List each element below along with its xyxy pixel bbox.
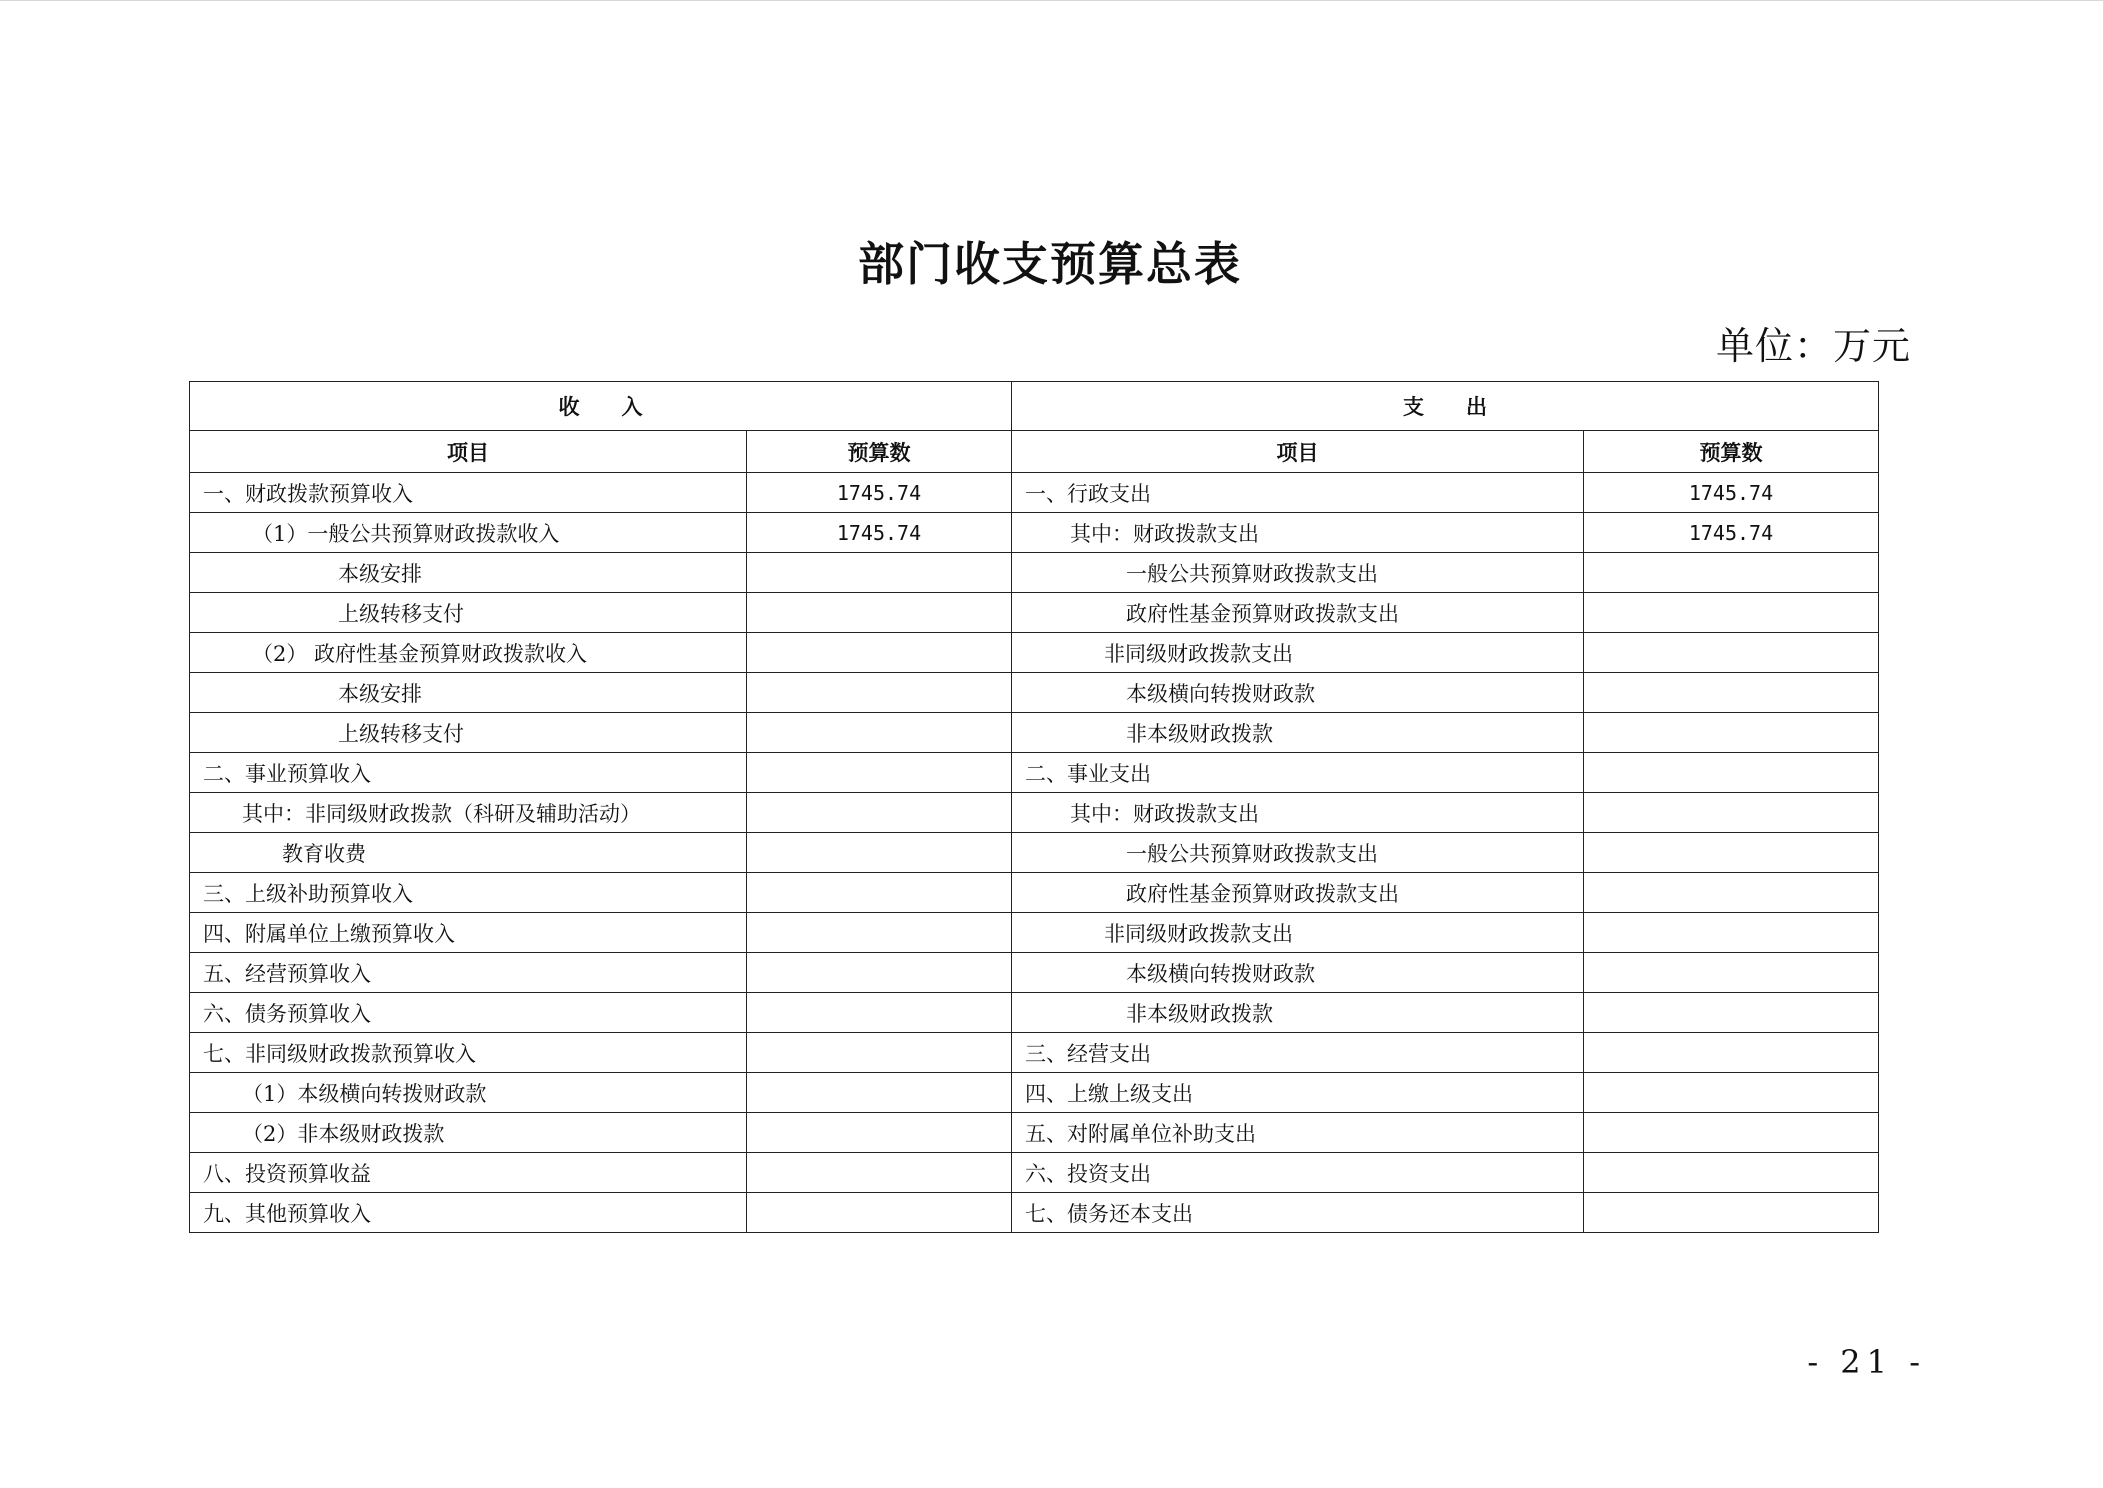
income-item-header: 项目 [190, 431, 747, 473]
expense-item: 非同级财政拨款支出 [1012, 913, 1584, 953]
expense-item: 非同级财政拨款支出 [1012, 633, 1584, 673]
expense-value [1584, 793, 1879, 833]
expense-item: 一、行政支出 [1012, 473, 1584, 513]
expense-item: 三、经营支出 [1012, 1033, 1584, 1073]
income-value: 1745.74 [747, 513, 1012, 553]
income-item: 七、非同级财政拨款预算收入 [190, 1033, 747, 1073]
page-number: - 21 - [1807, 1343, 1926, 1381]
expense-value [1584, 713, 1879, 753]
expense-item: 政府性基金预算财政拨款支出 [1012, 873, 1584, 913]
income-item: 上级转移支付 [190, 593, 747, 633]
expense-item: 本级横向转拨财政款 [1012, 953, 1584, 993]
table-row [190, 713, 1879, 753]
income-item: 本级安排 [190, 673, 747, 713]
section-header-row [190, 382, 1879, 431]
unit-label: 单位：万元 [1715, 324, 1911, 368]
expense-value [1584, 1073, 1879, 1113]
income-value [747, 713, 1012, 753]
income-item: （1）一般公共预算财政拨款收入 [190, 513, 747, 553]
table-row [190, 953, 1879, 993]
expense-item: 七、债务还本支出 [1012, 1193, 1584, 1233]
table-row [190, 833, 1879, 873]
income-item: （2） 政府性基金预算财政拨款收入 [190, 633, 747, 673]
table-row [190, 593, 1879, 633]
table-row [190, 913, 1879, 953]
expense-item: 一般公共预算财政拨款支出 [1012, 833, 1584, 873]
expense-value [1584, 993, 1879, 1033]
income-value [747, 1153, 1012, 1193]
income-item: 四、附属单位上缴预算收入 [190, 913, 747, 953]
table-row [190, 753, 1879, 793]
table-row [190, 1153, 1879, 1193]
income-value [747, 793, 1012, 833]
table-row [190, 1193, 1879, 1233]
table-row [190, 473, 1879, 513]
expense-value: 1745.74 [1584, 513, 1879, 553]
table-row [190, 673, 1879, 713]
income-value [747, 593, 1012, 633]
table-row [190, 1113, 1879, 1153]
income-budget-header: 预算数 [747, 431, 1012, 473]
expense-value: 1745.74 [1584, 473, 1879, 513]
column-header-row [190, 431, 1879, 473]
expense-item: 一般公共预算财政拨款支出 [1012, 553, 1584, 593]
expense-budget-header: 预算数 [1584, 431, 1879, 473]
income-value [747, 1073, 1012, 1113]
income-item: （2）非本级财政拨款 [190, 1113, 747, 1153]
table-row [190, 993, 1879, 1033]
income-value [747, 993, 1012, 1033]
expense-value [1584, 553, 1879, 593]
expense-value [1584, 1113, 1879, 1153]
table-row [190, 633, 1879, 673]
expense-item: 五、对附属单位补助支出 [1012, 1113, 1584, 1153]
expense-value [1584, 753, 1879, 793]
income-value [747, 1193, 1012, 1233]
table-row [190, 873, 1879, 913]
income-item: 二、事业预算收入 [190, 753, 747, 793]
income-value [747, 553, 1012, 593]
income-value [747, 833, 1012, 873]
expense-value [1584, 953, 1879, 993]
page-title: 部门收支预算总表 [858, 237, 1242, 291]
income-value [747, 633, 1012, 673]
expense-item-header: 项目 [1012, 431, 1584, 473]
table-row [190, 1073, 1879, 1113]
expense-item: 其中：财政拨款支出 [1012, 513, 1584, 553]
expense-item: 其中：财政拨款支出 [1012, 793, 1584, 833]
expense-value [1584, 833, 1879, 873]
income-item: （1）本级横向转拨财政款 [190, 1073, 747, 1113]
expense-item: 四、上缴上级支出 [1012, 1073, 1584, 1113]
expense-value [1584, 1193, 1879, 1233]
income-value [747, 1033, 1012, 1073]
income-value [747, 953, 1012, 993]
income-value [747, 753, 1012, 793]
income-item: 八、投资预算收益 [190, 1153, 747, 1193]
expense-item: 政府性基金预算财政拨款支出 [1012, 593, 1584, 633]
expense-item: 非本级财政拨款 [1012, 993, 1584, 1033]
income-item: 五、经营预算收入 [190, 953, 747, 993]
expense-item: 本级横向转拨财政款 [1012, 673, 1584, 713]
expense-value [1584, 673, 1879, 713]
expense-section-header: 支 出 [1012, 382, 1879, 431]
income-value [747, 673, 1012, 713]
income-item: 本级安排 [190, 553, 747, 593]
expense-value [1584, 1153, 1879, 1193]
income-section-header: 收 入 [190, 382, 1012, 431]
income-item: 上级转移支付 [190, 713, 747, 753]
expense-value [1584, 1033, 1879, 1073]
table-row [190, 513, 1879, 553]
budget-summary-table [189, 381, 1879, 1233]
expense-item: 二、事业支出 [1012, 753, 1584, 793]
expense-value [1584, 913, 1879, 953]
income-item: 教育收费 [190, 833, 747, 873]
income-item: 六、债务预算收入 [190, 993, 747, 1033]
income-value [747, 873, 1012, 913]
income-item: 九、其他预算收入 [190, 1193, 747, 1233]
expense-item: 非本级财政拨款 [1012, 713, 1584, 753]
income-value [747, 1113, 1012, 1153]
expense-value [1584, 593, 1879, 633]
table-row [190, 793, 1879, 833]
income-value: 1745.74 [747, 473, 1012, 513]
expense-value [1584, 873, 1879, 913]
income-item: 其中：非同级财政拨款（科研及辅助活动） [190, 793, 747, 833]
income-item: 一、财政拨款预算收入 [190, 473, 747, 513]
income-value [747, 913, 1012, 953]
expense-value [1584, 633, 1879, 673]
table-row [190, 553, 1879, 593]
expense-item: 六、投资支出 [1012, 1153, 1584, 1193]
income-item: 三、上级补助预算收入 [190, 873, 747, 913]
table-row [190, 1033, 1879, 1073]
